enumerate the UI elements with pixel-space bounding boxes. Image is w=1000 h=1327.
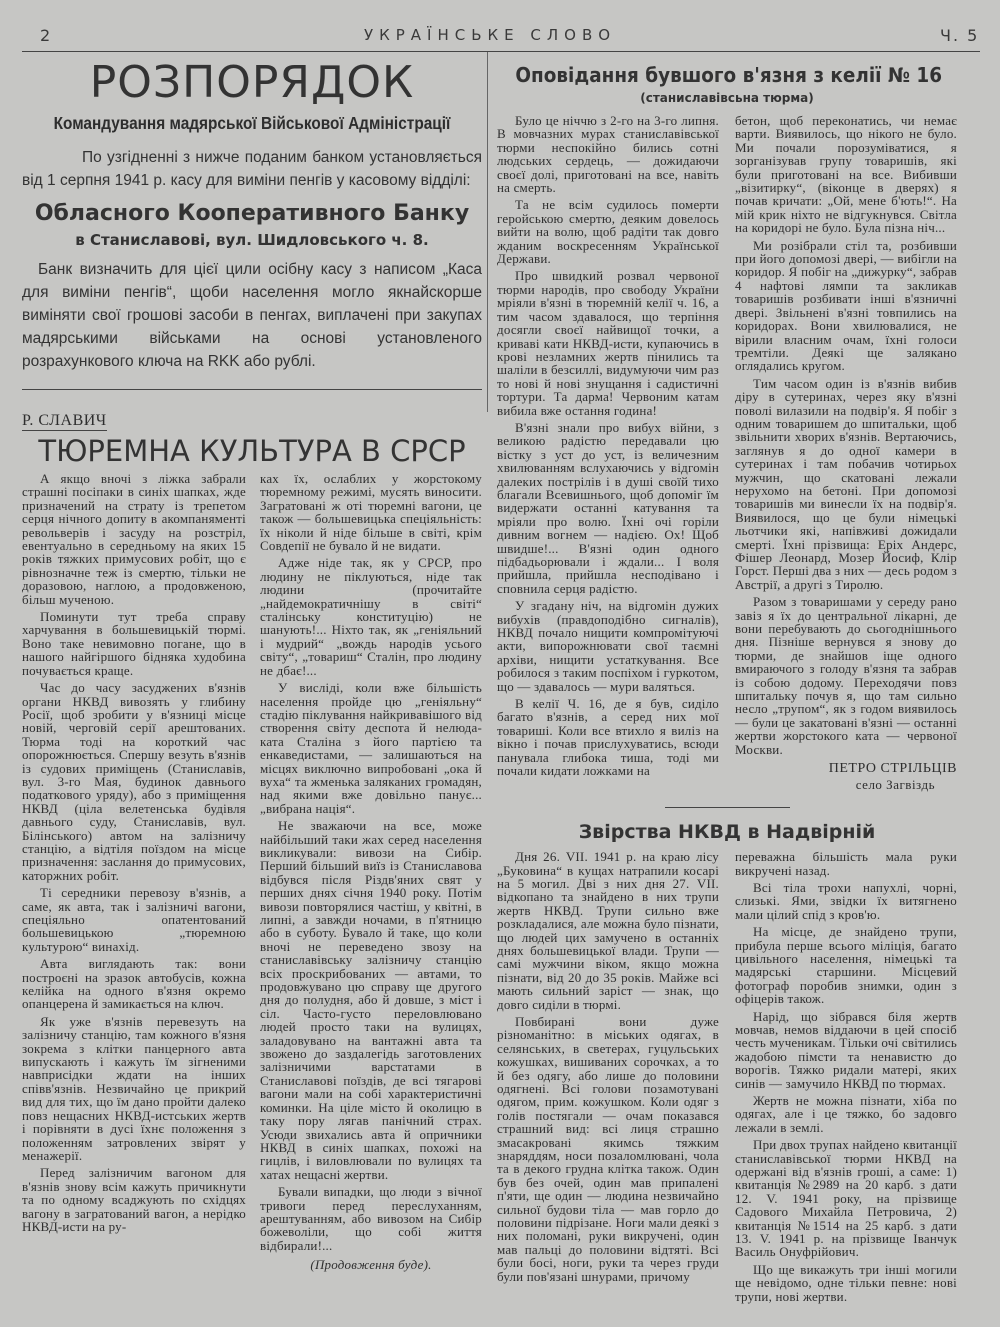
continued-note: (Продовження буде). <box>310 1257 432 1273</box>
paragraph: Ми розібрали стіл та, розбивши при його допомозі двері, — вибігли на коридор. Я побіг на „дижурку“, забрав 4 нафтові лямпи та закликав товаришів розбивати інші в'язничні двері. Звільнені в'язні товпились на коридорах. Вони хвилювалися, не вірили власним очам, їхні голоси тремтіли. Деякі ще залякано оглядались кругом. <box>735 237 957 374</box>
paragraph: В келії Ч. 16, де я був, сиділо багато в'язнів, а серед них мої товариші. Коли все втихло я виліз на вікно і почав прислухуватись, всюди панувала глибока тиша, тоді ми почали кидати ложками на <box>497 696 719 779</box>
paragraph: Всі тіла трохи напухлі, чорні, слизькі. Ями, звідки їх витягнено мали цілий спід з кров'ю. <box>735 879 957 922</box>
announcement-intro <box>22 146 482 192</box>
paragraph: ках їх, ослаблих у жорстокому тюремному режимі, мусять виносити. Загратовані ж оті тюремні вагони, це також — большевицька спеціяльність: їх ніколи й ніде більше в світі, крім Совдепії не бувало й не видати. <box>260 471 482 554</box>
paragraph: Не зважаючи на все, може найбільший таки жах серед населення викликували: вивози на Сибір. Перший більший виїз із Станиславова відбувся після Різдв'яних свят у перших днях січня 1940 року. Потім вивози повторялися частіш, у квітні, в липні, а завжди ночами, в п'ятницю або в суботу. Бувало й таке, що коли вночі не переведено звозу на станиславівську залізничу станцію всіх проскрибованих — автами, то продовжувано цю справу ще другого дня до полудня, або й довше, з міст і сіл. Часто-густо переловлювано людей просто таки на вулицях, заладовувано на вантажні авта та звожено до заздалегідь заготовлених залізничими варстатами в Станиславові поїздів, де всі тягарові вагони мали на собі характеристичні коминки. На ціле місто й околицю в таку пору лягав панічний страх. Усюди звихались авта й опричники НКВД в синіх шапках, похожі на гицлів, і виловлювали по вулицях та хатах нещасні жертви. <box>260 818 482 1182</box>
bank-name: Обласного Кооперативного Банку <box>34 201 470 226</box>
page-number: 2 <box>40 26 51 45</box>
announcement-rule <box>22 389 482 390</box>
signature-name: ПЕТРО СТРІЛЬЦІВ <box>828 761 957 777</box>
article-prison-column-1 <box>22 472 246 1237</box>
paragraph: переважна більшість мала руки викручені назад. <box>735 849 957 878</box>
paragraph: Дня 26. VII. 1941 р. на краю лісу „Буковина“ в кущах натрапили косарі на 5 могил. Дві з них дня 27. VII. відкопано та знайдено в них трупи жертв НКВД. Трупи сильно вже розкладалися, але можна було пізнати, що людей цих замучено в останніх днях большевицької влади. Трупи — самі мужчини віком, якщо можна пізнати, від 20 до 35 років. Майже всі мають сильний заріст — знак, що довго сиділи в тюрмі. <box>497 849 719 1012</box>
announcement-body-text: Банк визначить для цієї цили осібну касу з написом „Каса для виміни пенгів“, щоби населення могло якнайскорше виміняти свої грошові засоби в пенгах, виплачені при закупах мадярськими військами на основі установленого розрахункового ключа на RKK або рублі. <box>22 261 482 370</box>
announcement-title: РОЗПОРЯДОК <box>89 57 415 108</box>
article-prison-column-2 <box>260 472 482 1272</box>
paragraph: Про швидкий розвал червоної тюрми народів, про свободу України мріяли в'язні в тюремній келії ч. 16, а тим часом здавалося, що терпіння досягли своєї найвищої точки, а криваві кати НКВД-исти, купаючись в крові незламних жертв пінились та шаліли в безсиллі, видумуючи чим раз то нові й нові знущання і садистичні тортури. Та дарма! Червоним катам вибила вже остання година! <box>497 268 719 418</box>
article-cell-column-2 <box>735 114 957 793</box>
paragraph: Разом з товаришами у середу рано завіз я їх до центральної лікарні, де вони перебувають до сьогоднішнього дня. Пізніше вернувся я знову до тюрми, де знайшов іще одного вмираючого з голоду в'язня та забрав із собою додому. Переходячи повз шпитальку почув я, що там сильно несло „трупом“, як з годом виявилось — були це закатовані в'язні — останні жертви жорстокого ката — червоної Москви. <box>735 594 957 757</box>
article-nadvirna-columns <box>497 850 957 1307</box>
article-prison-title: ТЮРЕМНА КУЛЬТУРА В СРСР <box>38 434 466 468</box>
right-section <box>497 62 957 1307</box>
paragraph: Тим часом один із в'язнів вибив діру в сутеринах, через яку в'язні поволі вилазили на подвір'я. Я побіг з одним товаришем до шпитальки, щоб звільнити хворих в'язнів. Вертаючись, заглянув я до одної камери в сутеринах і там побачив чотирьох мужчин, що скатовані лежали нерухомо на бетоні. При допомозі товаришів ми винесли їх на подвір'я. Виявилося, що це були німецькі льотчики які, напівживі дожидали смерті. Їхні прізвища: Еріх Андерс, Фішер Леонард, Мозер Йосиф, Клір Горст. Перші два з них — десь родом з Австрії, а другі з Тиролю. <box>735 375 957 592</box>
bank-address: в Станиславові, вул. Шидловського ч. 8. <box>75 231 429 249</box>
article-nadvirna-column-1 <box>497 850 719 1287</box>
article-cell-column-1 <box>497 114 719 782</box>
paragraph: Було це ніччю з 2-го на 3-го липня. В мовчазних мурах станиславівської тюрми неспокійно бились сотні людських сердець, — дожидаючи своєї долі, приготовані на все, навіть на смерть. <box>497 113 719 196</box>
paragraph: Нарід, що зібрався біля жертв мовчав, немов віддаючи в цей спосіб честь мученикам. Тільки очі світились жадобою пімсти та ненавистю до ворогів. Тяжко ридали матері, яких синів — замучило НКВД по тюрмах. <box>735 1008 957 1091</box>
article-cell-title: Оповідання бувшого в'язня з келії № 16 <box>515 63 943 87</box>
paragraph: В'язні знали про вибух війни, з великою радістю передавали цю вістку з уст до уст, із величезним хвилюванням вслухаючись у відгомін далеких пострілів і в душі своїй тихо благали Всевишнього, щоб допоміг їм видержати останні катування та мріяли про волю. Їхні очі горіли дивним вогнем — надією. Ох! Щоб швидше!... В'язні один одного підбадьорювали і ждали... І воля прийшла, прийшла несподівано і сповнила серця радістю. <box>497 419 719 596</box>
article-cell-subtitle: (станиславівсьна тюрма) <box>640 91 814 105</box>
paragraph: Ті середники перевозу в'язнів, а саме, як авта, так і залізничі вагони, спеціяльно опатентований большевицькою „тюремною культурою“ винахід. <box>22 885 246 954</box>
paragraph: При двох трупах найдено квитанції станиславівської тюрми НКВД на одержані від в'язнів гроші, а саме: 1) квитанція №2989 на 20 карб. з дати 12. V. 1941 року, на прізвище Садового Михайла Петровича, 2) квитанція №1514 на 25 карб. з дати 13. V. 1941 р. на прізвище Іванчук Василь Онуфрійович. <box>735 1137 957 1260</box>
left-section <box>22 58 482 1272</box>
article-nadvirna-column-2 <box>735 850 957 1307</box>
paragraph: Авта виглядають так: вони построєні на зразок автобусів, кожна келійка на одного в'язня окремо опанцерена й замикається на ключ. <box>22 956 246 1012</box>
issue-number: Ч. 5 <box>940 26 980 45</box>
paragraph: Та не всім судилось померти геройською смертю, деяким довелось вийти на волю, щоб радіти так довго жданим воскресенням Української Держави. <box>497 197 719 267</box>
paragraph: Що ще викажуть три інші могили ще невідомо, одне тільки певне: нові трупи, нові жертви. <box>735 1261 957 1304</box>
paragraph: У висліді, коли вже більшість населення пройде цю „геніяльну“ стадію піклування найкривавішого від створення світу деспота й нелюда-ката Сталіна з його партією та енкаведистами, — залишаються на місцях виключно випробовані „ока й вуха“ та жменька заляканих громадян, над якими вже довільно панує... „вибрана нація“. <box>260 680 482 816</box>
announcement-subtitle: Командування мадярської Військової Адміністрації <box>53 113 451 133</box>
paragraph: На місце, де знайдено трупи, прибула перше всього міліція, багато цивільного населення, німецькі та мадярські старшини. Місцевий фотограф поробив знимки, один з офіцерів також. <box>735 924 957 1007</box>
paragraph: Перед залізничим вагоном для в'язнів знову всім кажуть причикнути та по одному всаджують по східцях вагону в загратований вагон, а нерідко НКВД-исти на ру- <box>22 1165 246 1234</box>
article-cell-columns <box>497 114 957 793</box>
article-nadvirna-title: Звірства НКВД в Надвірній <box>578 821 876 844</box>
paragraph: Поминути тут треба справу харчування в большевицькій тюрмі. Воно таке невимовно погане, що в нашого найгіршого бідняка худобина почувається краще. <box>22 609 246 678</box>
header-rule <box>22 51 980 52</box>
paragraph: Час до часу засуджених в'язнів органи НКВД вивозять у глибину Росії, щоб зробити у в'язниці місце новій, черговій серії арештованих. Тюрма тоді на короткий час опорожнюється. Спершу везуть в'язнів із судових приміщень (Станиславів, вул. 3-го Мая, будинок давнього податкового уряду), або з приміщення НКВД (ціла велетенська будівля давнього суду, Станиславів, вул. Білінського) автом на залізничу станцію, а відтіля поїздом на місце призначення: заслання до примусових, каторжних робіт. <box>22 680 246 883</box>
article-separator <box>665 807 790 808</box>
paragraph: Бували випадки, що люди з вічної тривоги перед переслуханням, арештуванням, або вивозом на Сибір божеволіли, що собі життя відбирали!... <box>260 1184 482 1253</box>
column-divider <box>487 52 488 412</box>
paragraph: Як уже в'язнів перевезуть на залізничу станцію, там кожного в'язня зокрема з клітки панцерного авта випускають і кажуть їм зігненими навприсідки ждати на інших співв'язнів. Незвичайно це прикрий вид для тих, що їм дано пройти далеко повз нещасних НКВД-истських жертв і порівняти в дусі їхнє положення з положенням затровлених звірят у менажерії. <box>22 1013 246 1163</box>
article-prison-columns <box>22 472 482 1272</box>
paragraph: А якщо вночі з ліжка забрали страшні посіпаки в синіх шапках, жде призначений на страту із трепетом серця нічного допиту в акомпаняменті револьверів і засуду на розстріл, евентуально в середньому на яких 15 років тяжких примусових робіт, що є рівнозначне теж із смертю, тільки не доразовою, наглою, а продовженою, більш мученою. <box>22 471 246 607</box>
paragraph: Адже ніде так, як у СРСР, про людину не піклуються, ніде так людини (прочитайте „найдемократичнішу в світі“ сталінську конституцію) не шанують!... Ніхто так, як „геніяльний і мудрий“ „вождь народів усього світу“, „товариш“ Сталін, про людину не дбає!... <box>260 555 482 678</box>
newspaper-title: УКРАЇНСЬКЕ СЛОВО <box>363 26 617 44</box>
paragraph: Жертв не можна пізнати, хіба по одягах, але і це тяжко, бо задовго лежали в землі. <box>735 1093 957 1135</box>
announcement-body <box>22 258 482 373</box>
article-author: Р. СЛАВИЧ <box>22 412 107 429</box>
signature-place: село Загвіздь <box>855 777 935 793</box>
paragraph: Повбирані вони дуже різноманітно: в міських одягах, в селянських, в светерах, гуцульських кожушках, вишиваних сорочках, а то й без одягу, або лише до половини одягнені. Всі голови позамотувані одягом, прим. кожушком. Коли одяг з голів постягали — очам показався страшний вид: всі лиця страшно змасакровані якимсь тяжким знаряддям, носи позаломлювані, чола та в декого грудна клітка також. Один був без очей, один мав припалені п'яти, ще один — людина незвичайно сильної будови тіла — мав горло до половини підрізане. Ноги мали деякі з них поломані, руки викручені, один мав пальці до половини відтяті. Всі були босі, ноги, руки та через груди були пов'язані шнурами, причому <box>497 1013 719 1284</box>
paragraph: бетон, щоб переконатись, чи немає варти. Виявилось, що нікого не було. Ми почали порозумiватися, я зорганізував групу товаришів, які були приготовані на все. Вибивши „візитирку“, (віконце в дверях) я почав кричати: „Ой, мене б'ють!“. На мій крик ніхто не відгукнувся. Світла на коридорі не було. Була пізна ніч... <box>735 113 957 236</box>
paragraph: У згадану ніч, на відгомін дужих вибухів (правдоподібно сигналів), НКВД почало нищити компромітуючі акти, випорожнювати свої таємні архіви, нищити устаткування. Все робилося з таким поспіхом і гуркотом, що — здавалось — мури валяться. <box>497 598 719 694</box>
announcement-intro-text: По узгідненні з нижче поданим банком установляється від 1 серпня 1941 р. касу для виміни пенгів у касовому відділі: <box>22 149 482 189</box>
